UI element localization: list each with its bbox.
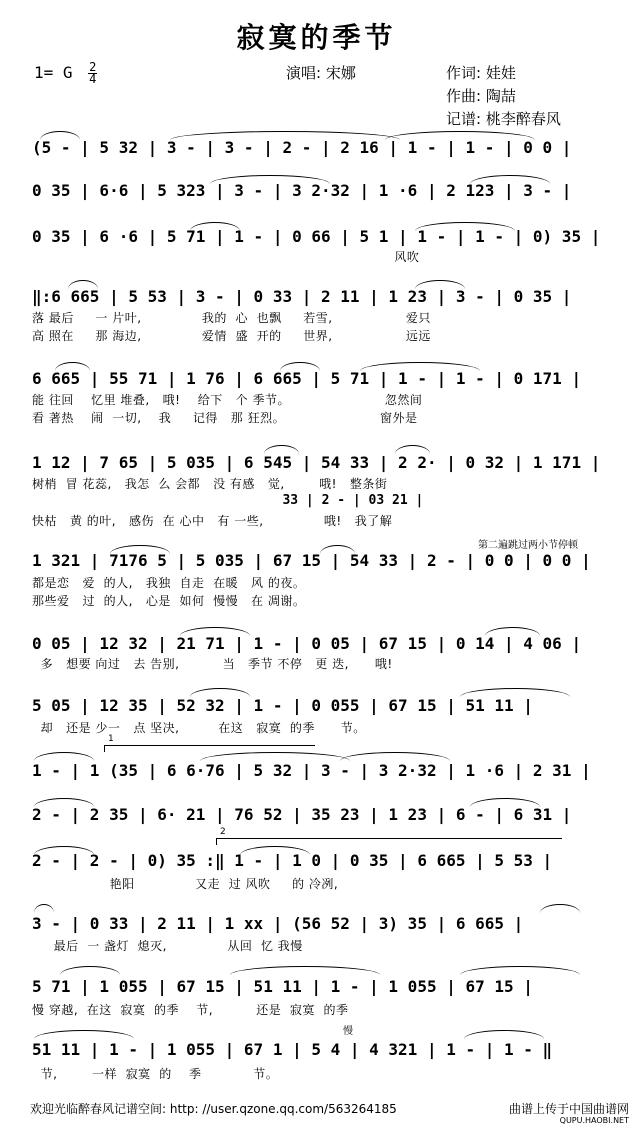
site-watermark [509, 1103, 629, 1127]
lyric-line: 最后 一 盏灯 熄灭, 从回 忆 我慢 [32, 939, 303, 953]
lyric-line: 风吹 [32, 250, 420, 264]
lyric-line: 树梢 冒 花蕊, 我怎 么 会都 没 有感 觉, 哦! 整条街 [32, 477, 388, 491]
lyric-line: 那些爱 过 的人, 心是 如何 慢慢 在 凋谢。 [32, 594, 306, 608]
lyric-line: 看 著热 闹 一切, 我 记得 那 狂烈。 窗外是 [32, 411, 418, 425]
slur [230, 966, 380, 975]
footer-text: 欢迎光临醉春风记谱空间: http: //user.qzone.qq.com/563264185 [30, 1102, 397, 1116]
volta-label: 2 [220, 827, 226, 837]
notation-line: 5 71 | 1 055 | 67 15 | 51 11 | 1 - | 1 055 | 67 15 | [32, 977, 533, 996]
key-label: 1= G [34, 63, 73, 82]
notation-line: 6 665 | 55 71 | 1 76 | 6 665 | 5 71 | 1 - | 1 - | 0 171 | [32, 369, 582, 388]
notation-line: 1 321 | 7176 5 | 5 035 | 67 15 | 54 33 | 2 - | 0 0 | 0 0 | [32, 551, 591, 570]
slur [460, 966, 580, 975]
transcriber-credit: 记谱: 桃李醉春风 [446, 110, 561, 128]
lyric-line: 艳阳 又走 过 风吹 的 冷冽, [32, 877, 339, 891]
notation-line: 2 - | 2 35 | 6· 21 | 76 52 | 35 23 | 1 23 | 6 - | 6 31 | [32, 805, 572, 824]
slur [60, 966, 120, 975]
lyric-line: 能 往回 忆里 堆叠, 哦! 给下 个 季节。 忽然间 [32, 393, 423, 407]
notation-line: (5 - | 5 32 | 3 - | 3 - | 2 - | 2 16 | 1 - | 1 - | 0 0 | [32, 138, 572, 157]
volta-bracket-2 [216, 827, 562, 845]
notation-line: 2 - | 2 - | 0) 35 :‖ 1 - | 1 0 | 0 35 | 6 665 | 5 53 | [32, 851, 553, 870]
notation-line: 0 35 | 6 ·6 | 5 71 | 1 - | 0 66 | 5 1 | 1 - | 1 - | 0) 35 | [32, 227, 601, 246]
time-denominator: 4 [89, 72, 97, 86]
singer-credit: 演唱: 宋娜 [286, 64, 356, 82]
slow-mark: 慢 [343, 1026, 353, 1037]
lyric-line: 多 想要 向过 去 告别, 当 季节 不停 更 迭, 哦! [32, 657, 393, 671]
notation-line: 3 - | 0 33 | 2 11 | 1 xx | (56 52 | 3) 35 | 6 665 | [32, 914, 524, 933]
notation-line: 5 05 | 12 35 | 52 32 | 1 - | 0 055 | 67 15 | 51 11 | [32, 696, 533, 715]
lyric-line: 落 最后 一 片叶, 我的 心 也飘 若雪, 爱只 [32, 311, 431, 325]
lyric-line: 快枯 黄 的叶, 感伤 在 心中 有 一些, 哦! 我了解 [32, 514, 393, 528]
lyricist-credit: 作词: 娃娃 [446, 64, 516, 82]
alt-notation-line: 33 | 2 - | 03 21 | [32, 493, 424, 508]
time-signature [88, 62, 97, 85]
volta-bracket-1 [104, 734, 315, 752]
time-numerator: 2 [89, 60, 97, 74]
notation-line: ‖:6 665 | 5 53 | 3 - | 0 33 | 2 11 | 1 23 | 3 - | 0 35 | [32, 287, 572, 306]
lyric-line: 节, 一样 寂寞 的 季 节。 [32, 1067, 279, 1081]
lyric-line: 高 照在 那 海边, 爱情 盛 开的 世界, 远远 [32, 329, 431, 343]
key-signature [34, 62, 97, 85]
lyric-line: 慢 穿越, 在这 寂寞 的季 节, 还是 寂寞 的季 [32, 1003, 349, 1017]
notation-line: 51 11 | 1 - | 1 055 | 67 1 | 5 4 | 4 321 | 1 - | 1 - ‖ [32, 1040, 553, 1059]
slur [34, 1030, 134, 1039]
song-title: 寂寞的季节 [236, 21, 397, 54]
notation-line: 0 05 | 12 32 | 21 71 | 1 - | 0 05 | 67 15 | 0 14 | 4 06 | [32, 634, 582, 653]
notation-line: 1 - | 1 (35 | 6 6·76 | 5 32 | 3 - | 3 2·32 | 1 ·6 | 2 31 | [32, 761, 591, 780]
composer-credit: 作曲: 陶喆 [446, 87, 516, 105]
lyric-line: 都是恋 爱 的人, 我独 自走 在暖 风 的夜。 [32, 576, 306, 590]
notation-line: 0 35 | 6·6 | 5 323 | 3 - | 3 2·32 | 1 ·6 | 2 123 | 3 - | [32, 181, 572, 200]
volta-label: 1 [108, 734, 114, 744]
slur [464, 1030, 544, 1039]
second-pass-note: 第二遍跳过两小节停顿 [478, 540, 578, 551]
slur [34, 904, 54, 913]
notation-line: 1 12 | 7 65 | 5 035 | 6 545 | 54 33 | 2 2· | 0 32 | 1 171 | [32, 453, 601, 472]
slur [540, 904, 580, 913]
site-label: 曲谱上传于中国曲谱网 [508, 1102, 629, 1116]
site-url: QUPU.HAOBI.NET [559, 1116, 629, 1125]
lyric-line: 却 还是 少一 点 坚决, 在这 寂寞 的季 节。 [32, 721, 366, 735]
